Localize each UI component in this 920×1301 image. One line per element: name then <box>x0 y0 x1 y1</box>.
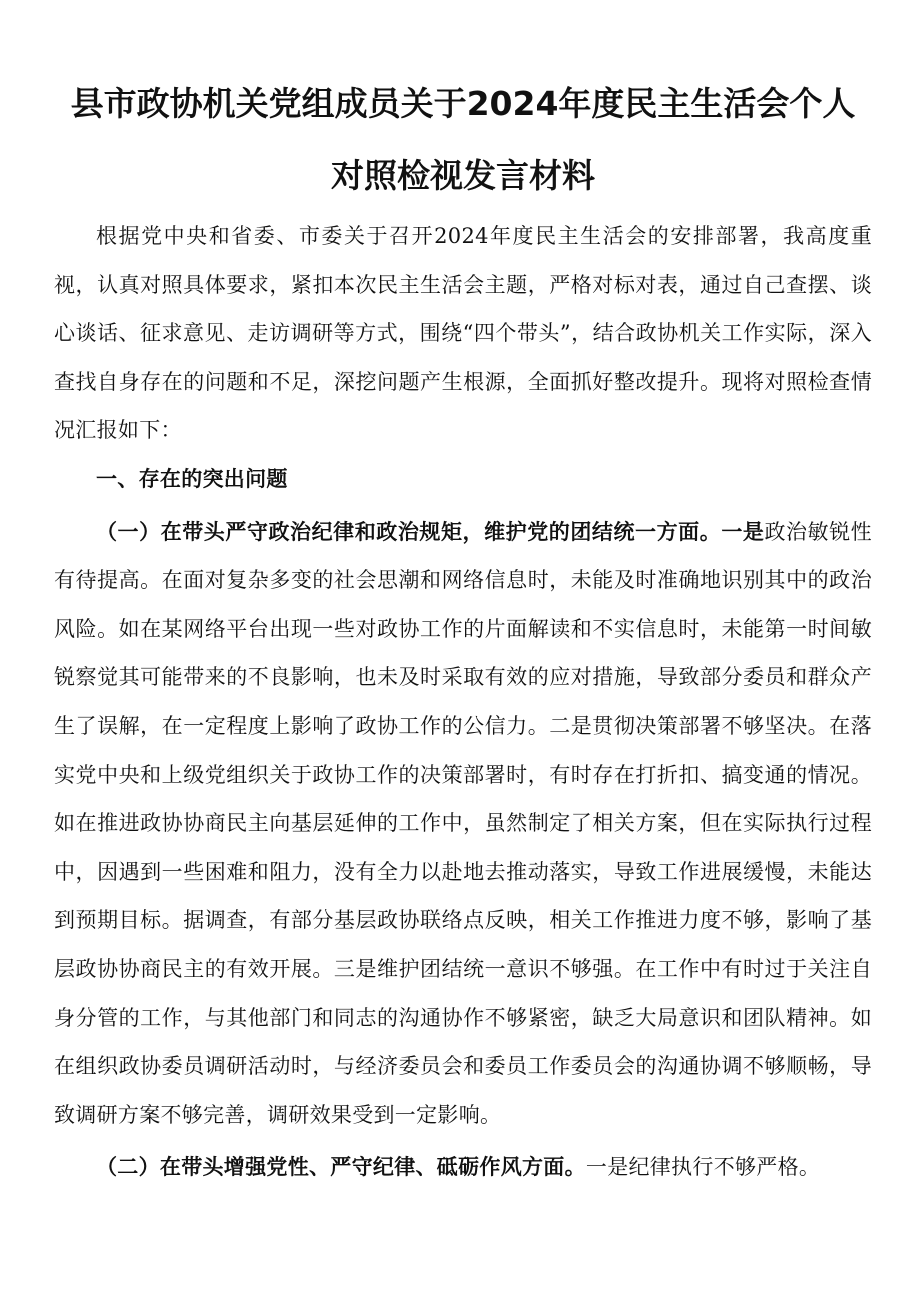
item-2-paragraph <box>54 1143 872 1192</box>
item-1-body: 政治敏锐性有待提高。在面对复杂多变的社会思潮和网络信息时，未能及时准确地识别其中的政治风险。如在某网络平台出现一些对政协工作的片面解读和不实信息时，未能第一时间敏锐察觉其可能带来的不良影响，也未及时采取有效的应对措施，导致部分委员和群众产生了误解，在一定程度上影响了政协工作的公信力。二是贯彻决策部署不够坚决。在落实党中央和上级党组织关于政协工作的决策部署时，有时存在打折扣、搞变通的情况。如在推进政协协商民主向基层延伸的工作中，虽然制定了相关方案，但在实际执行过程中，因遇到一些困难和阻力，没有全力以赴地去推动落实，导致工作进展缓慢，未能达到预期目标。据调查，有部分基层政协联络点反映，相关工作推进力度不够，影响了基层政协协商民主的有效开展。三是维护团结统一意识不够强。在工作中有时过于关注自身分管的工作，与其他部门和同志的沟通协作不够紧密，缺乏大局意识和团队精神。如在组织政协委员调研活动时，与经济委员会和委员工作委员会的沟通协调不够顺畅，导致调研方案不够完善，调研效果受到一定影响。 <box>54 519 872 1127</box>
title-line-2: 对照检视发言材料 <box>331 156 595 195</box>
title-line-1: 县市政协机关党组成员关于2024年度民主生活会个人 <box>70 84 856 123</box>
item-2-heading: （二）在带头增强党性、严守纪律、砥砺作风方面。 <box>96 1154 586 1180</box>
item-1-lead: 一是 <box>721 518 765 544</box>
item-2-body: 一是纪律执行不够严格。 <box>585 1155 821 1180</box>
item-1-paragraph <box>54 508 872 1140</box>
document-title <box>54 68 872 212</box>
section-heading: 一、存在的突出问题 <box>96 465 288 491</box>
intro-paragraph: 根据党中央和省委、市委关于召开2024年度民主生活会的安排部署，我高度重视，认真对照具体要求，紧扣本次民主生活会主题，严格对标对表，通过自己查摆、谈心谈话、征求意见、走访调研等方式，围绕“四个带头”，结合政协机关工作实际，深入查找自身存在的问题和不足，深挖问题产生根源，全面抓好整改提升。现将对照检查情况汇报如下： <box>54 224 872 443</box>
item-1-heading: （一）在带头严守政治纪律和政治规矩，维护党的团结统一方面。 <box>96 518 722 544</box>
